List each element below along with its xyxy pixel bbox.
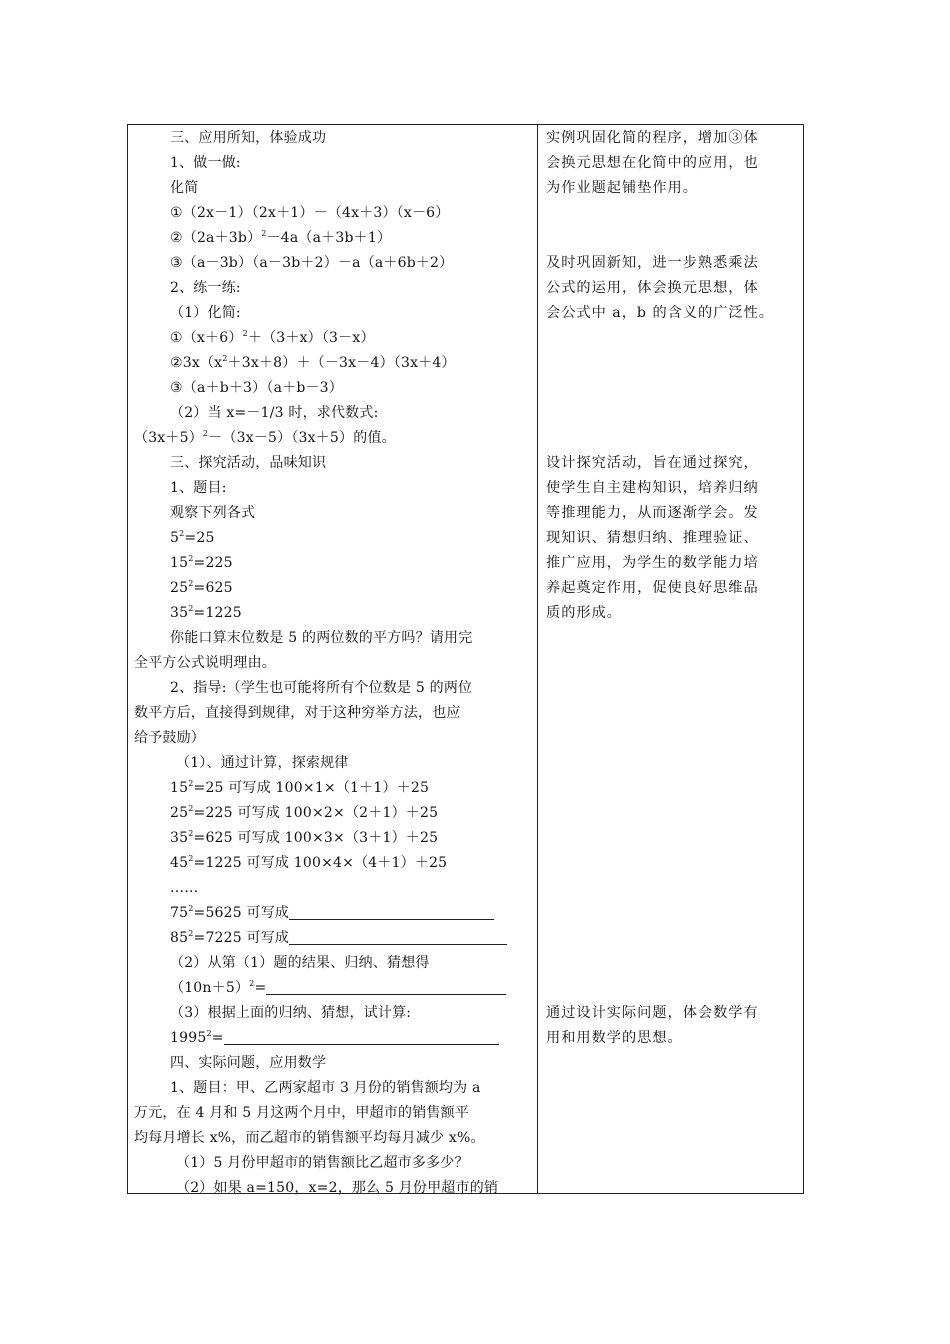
content-line: $45^2=1225$ 可写成 100×4×（4＋1）＋25 (170, 854, 448, 871)
content-line: $②(2a+3b)^2-4a(a+3b+1)$ (170, 229, 392, 246)
content-line: （1）5 月份甲超市的销售额比乙超市多多少？ (176, 1155, 469, 1171)
note-line: 设计探究活动，旨在通过探究， (546, 455, 759, 471)
note-line: 及时巩固新知，进一步熟悉乘法 (546, 255, 759, 271)
content-line: 三、应用所知，体验成功 (170, 130, 327, 146)
content-line: 给予鼓励） (134, 730, 205, 746)
note-line: 实例巩固化简的程序，增加③体 (546, 130, 759, 146)
note-line: 推广应用，为学生的数学能力培 (546, 555, 759, 571)
note-line: 等推理能力，从而逐渐学会。发 (546, 505, 759, 521)
answer-blank[interactable] (266, 978, 506, 995)
content-line: $35^2=1225$ (170, 604, 242, 621)
content-line: 化简 (170, 180, 199, 196)
content-line: $15^2=225$ (170, 554, 233, 571)
answer-blank[interactable] (224, 1028, 499, 1045)
answer-blank[interactable] (289, 928, 507, 945)
note-line: 会公式中 a，b 的含义的广泛性。 (546, 305, 774, 321)
content-line: 1、题目：甲、乙两家超市 3 月份的销售额均为 a (170, 1080, 481, 1096)
content-line: 你能口算末位数是 5 的两位数的平方吗？请用完 (170, 630, 473, 646)
content-line: $75^2=5625$ 可写成 (128, 901, 494, 926)
column-divider (537, 125, 538, 1193)
note-line: 现知识、猜想归纳、推理验证、 (546, 530, 759, 546)
answer-blank[interactable] (289, 903, 494, 920)
content-line: …… (170, 880, 199, 896)
content-line: 1、做一做: (170, 155, 241, 171)
content-line: （2）如果 a=150，x=2，那么 5 月份甲超市的销 (176, 1180, 499, 1196)
note-line: 公式的运用，体会换元思想，体 (546, 280, 759, 296)
content-line: $(3x+5)^2-(3x-5)(3x+5)$的值。 (134, 429, 396, 446)
content-line: ③（a＋b＋3）（a＋b－3） (170, 380, 343, 396)
content-line: $35^2=625$ 可写成 100×3×（3＋1）＋25 (170, 829, 439, 846)
content-line: 1、题目: (170, 480, 227, 496)
content-line: 三、探究活动，品味知识 (170, 455, 327, 471)
note-line: 会换元思想在化简中的应用，也 (546, 155, 759, 171)
content-line: 2、练一练: (170, 280, 241, 296)
content-line: （2）从第（1）题的结果、归纳、猜想得 (170, 955, 430, 971)
content-line: 数平方后，直接得到规律，对于这种穷举方法，也应 (134, 705, 461, 721)
content-line: $(10n+5)^2=$ (128, 976, 506, 1001)
content-line: 2、指导:（学生也可能将所有个位数是 5 的两位 (170, 680, 473, 696)
content-line: （1）化简: (170, 305, 241, 321)
content-line: 观察下列各式 (170, 505, 256, 521)
note-line: 为作业题起铺垫作用。 (546, 180, 698, 196)
note-line: 养起奠定作用，促使良好思维品 (546, 580, 759, 596)
content-line: $85^2=7225$ 可写成 (128, 926, 507, 951)
note-line: 使学生自主建构知识，培养归纳 (546, 480, 759, 496)
content-line: 全平方公式说明理由。 (134, 655, 276, 671)
content-line: （2）当 x=－1/3 时，求代数式: (170, 405, 379, 421)
content-line: $1995^2=$ (128, 1026, 499, 1051)
content-line: （3）根据上面的归纳、猜想，试计算: (170, 1005, 412, 1021)
content-line: 四、实际问题，应用数学 (170, 1055, 327, 1071)
content-line: ①（2x－1）（2x＋1）－（4x＋3）（x－6） (170, 205, 450, 221)
note-line: 用和用数学的思想。 (546, 1030, 683, 1046)
content-line: $25^2=225$ 可写成 100×2×（2＋1）＋25 (170, 804, 439, 821)
content-line: $15^2=25$ 可写成 100×1×（1＋1）＋25 (170, 779, 430, 796)
lesson-table (127, 124, 804, 1194)
content-line: $25^2=625$ (170, 579, 233, 596)
content-line: ③（a－3b）（a－3b＋2）－a（a＋6b＋2） (170, 255, 454, 271)
content-line: $5^2=25$ (170, 529, 215, 546)
content-line: $①(x+6)^2+(3+x)(3-x)$ (170, 329, 375, 346)
content-line: 均每月增长 x%，而乙超市的销售额平均每月减少 x%。 (134, 1130, 485, 1146)
note-line: 通过设计实际问题，体会数学有 (546, 1005, 759, 1021)
content-line: 万元，在 4 月和 5 月这两个月中，甲超市的销售额平 (134, 1105, 470, 1121)
content-line: （1）、通过计算，探索规律 (176, 755, 349, 771)
note-line: 质的形成。 (546, 605, 622, 621)
content-line: $②3x(x^2+3x+8)+(-3x-4)(3x+4)$ (170, 354, 456, 371)
